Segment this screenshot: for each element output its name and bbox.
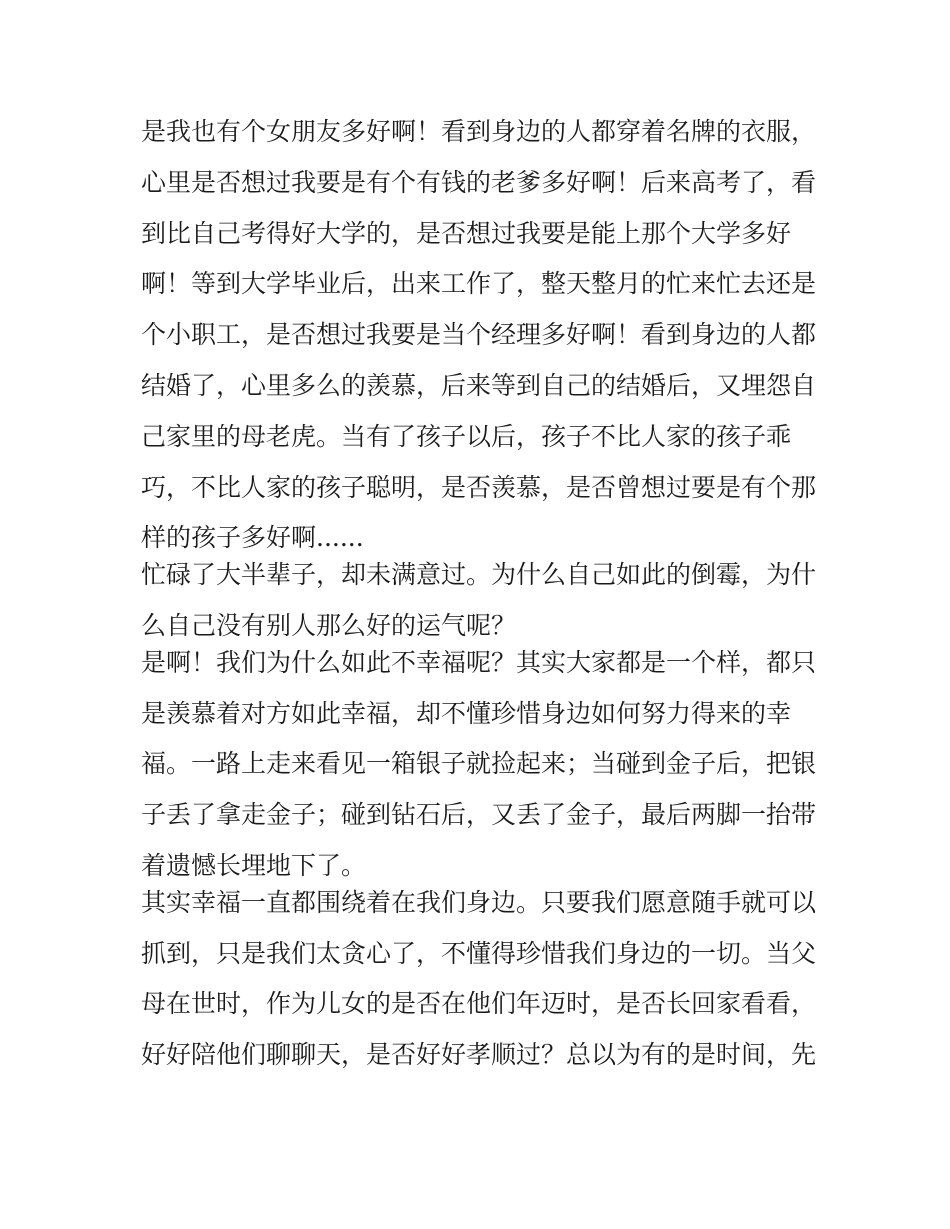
text-line: 啊！等到大学毕业后，出来工作了，整天整月的忙来忙去还是 [141,269,817,299]
body-text [141,107,821,1081]
paragraph-start-line: 忙碌了大半辈子，却未满意过。为什么自己如此的倒霉，为什 [141,560,817,590]
text-line: 福。一路上走来看见一箱银子就捡起来；当碰到金子后，把银 [141,749,817,779]
text-line: 抓到，只是我们太贪心了，不懂得珍惜我们身边的一切。当父 [141,938,817,968]
text-line: 好好陪他们聊聊天，是否好好孝顺过？总以为有的是时间，先 [141,1040,817,1070]
text-line: 到比自己考得好大学的，是否想过我要是能上那个大学多好 [141,218,792,248]
text-line: 心里是否想过我要是有个有钱的老爹多好啊！后来高考了，看 [141,167,817,197]
text-line: 母在世时，作为儿女的是否在他们年迈时，是否长回家看看， [141,989,817,1019]
text-line: 样的孩子多好啊...... [141,523,364,553]
text-line: 是我也有个女朋友多好啊！看到身边的人都穿着名牌的衣服， [141,117,817,146]
text-line: 子丢了拿走金子；碰到钻石后，又丢了金子，最后两脚一抬带 [141,800,817,830]
text-line: 是羡慕着对方如此幸福，却不懂珍惜身边如何努力得来的幸 [141,698,792,728]
text-line: 个小职工，是否想过我要是当个经理多好啊！看到身边的人都 [141,320,817,350]
text-line: 么自己没有别人那么好的运气呢？ [141,610,517,640]
paragraph-start-line: 其实幸福一直都围绕着在我们身边。只要我们愿意随手就可以 [141,887,817,917]
text-line: 己家里的母老虎。当有了孩子以后，孩子不比人家的孩子乖 [141,421,792,451]
text-line: 结婚了，心里多么的羡慕，后来等到自己的结婚后，又埋怨自 [141,370,817,400]
text-line: 巧，不比人家的孩子聪明，是否羡慕，是否曾想过要是有个那 [141,472,817,502]
text-line: 着遗憾长埋地下了。 [141,850,367,880]
paragraph-start-line: 是啊！我们为什么如此不幸福呢？其实大家都是一个样，都只 [141,647,817,677]
